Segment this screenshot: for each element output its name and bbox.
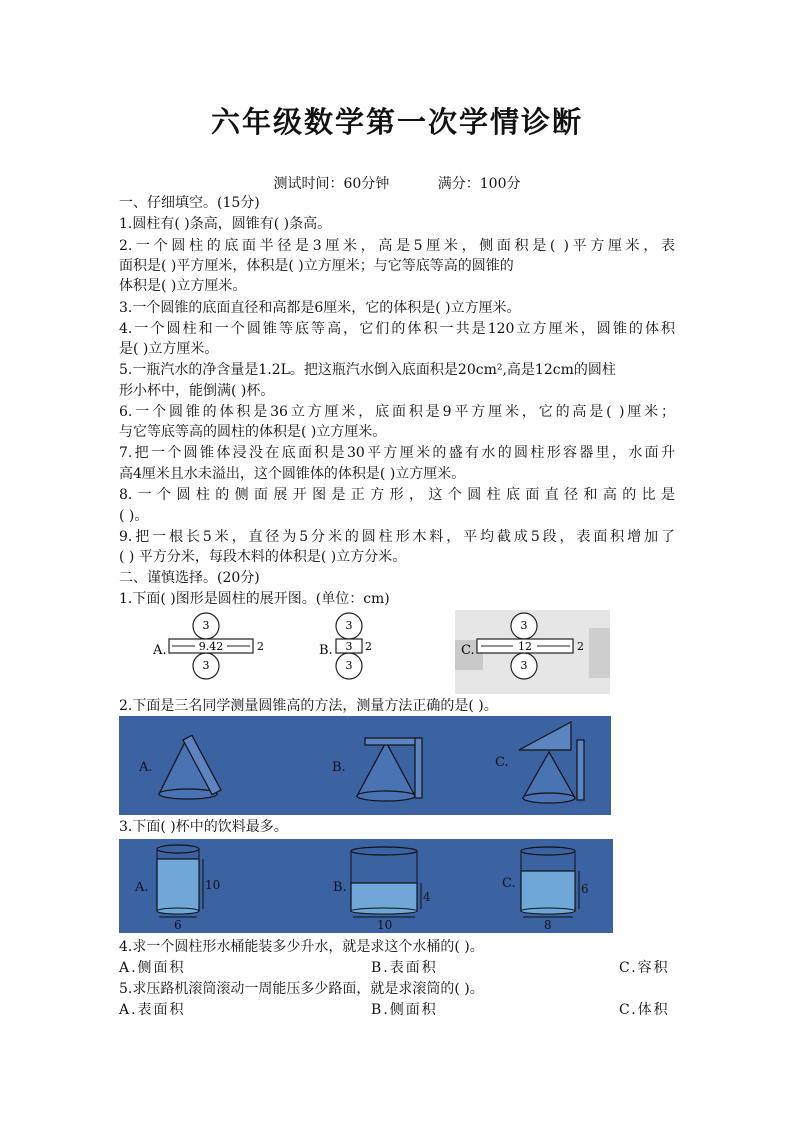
svg-text:4: 4 [423,890,431,904]
section2-heading: 二、谨慎选择。(20分) [119,570,260,586]
question-line: 5.一瓶汽水的净含量是1.2L。把这瓶汽水倒入底面积是20cm²,高是12cm的圆柱 [119,362,616,378]
net-option-b [319,613,372,679]
cone-measure-figure [119,716,611,815]
svg-text:3: 3 [345,619,353,632]
page-title: 六年级数学第一次学情诊断 [210,105,583,139]
question-line: ( )。 [119,508,149,524]
q5-option-a: A.表面积 [119,1002,186,1018]
question-line: 9.把一根长5米，直径为5分米的圆柱形木料，平均截成5段，表面积增加了 [119,529,675,545]
question-line: ( ) 平方分米，每段木料的体积是( )立方分米。 [119,549,407,565]
full-score: 满分：100分 [437,176,521,192]
net-option-c [455,610,610,694]
q4-option-c: C.容积 [619,960,670,976]
svg-text:6: 6 [174,918,182,932]
question-line: 3.一个圆锥的底面直径和高都是6厘米，它的体积是( )立方厘米。 [119,300,521,316]
svg-text:C.: C. [495,755,509,770]
svg-text:3: 3 [520,659,528,672]
question-line: 5.求压路机滚筒滚动一周能压多少路面，就是求滚筒的( )。 [119,981,484,997]
cups-figure [119,839,613,933]
question-line: 与它等底等高的圆柱的体积是( )立方厘米。 [119,424,387,440]
svg-text:C.: C. [461,643,475,658]
exam-meta [0,173,794,193]
svg-text:10: 10 [205,878,221,892]
svg-text:B.: B. [332,760,346,775]
question-line: 2.一个圆柱的底面半径是3厘米，高是5厘米，侧面积是( )平方厘米，表 [119,238,675,254]
svg-text:8: 8 [544,918,552,932]
cylinder-net-figures [119,610,619,694]
test-time: 测试时间：60分钟 [273,176,390,192]
section1-heading: 一、仔细填空。(15分) [119,195,260,211]
question-line: 是( )立方厘米。 [119,341,219,357]
net-option-a [152,613,264,679]
svg-text:6: 6 [581,882,589,896]
svg-text:2: 2 [257,640,264,653]
svg-text:C.: C. [502,876,516,891]
question-line: 4.一个圆柱和一个圆锥等底等高，它们的体积一共是120立方厘米，圆锥的体积 [119,321,675,337]
question-line: 6.一个圆锥的体积是36立方厘米，底面积是9平方厘米，它的高是( )厘米； [119,404,675,420]
question-line: 4.求一个圆柱形水桶能装多少升水，就是求这个水桶的( )。 [119,939,484,955]
question-line: 高4厘米且水未溢出，这个圆锥体的体积是( )立方厘米。 [119,466,466,482]
svg-text:3: 3 [202,659,210,672]
q5-option-c: C.体积 [619,1002,670,1018]
svg-text:3: 3 [202,619,210,632]
svg-text:B.: B. [319,643,333,658]
svg-text:12: 12 [518,640,532,653]
q4-option-b: B.表面积 [371,960,438,976]
svg-text:2: 2 [365,640,372,653]
q5-option-b: B.侧面积 [371,1002,438,1018]
q4-option-a: A.侧面积 [119,960,186,976]
svg-text:10: 10 [377,918,393,932]
svg-text:3: 3 [345,659,353,672]
svg-text:A.: A. [139,760,153,775]
svg-text:2: 2 [577,640,584,653]
svg-text:B.: B. [333,880,347,895]
question-line: 1.圆柱有( )条高，圆锥有( )条高。 [119,216,332,232]
question-line: 体积是( )立方厘米。 [119,278,247,294]
question-line: 3.下面( )杯中的饮料最多。 [119,819,288,835]
question-line: 7.把一个圆锥体浸没在底面积是30平方厘米的盛有水的圆柱形容器里，水面升 [119,445,675,461]
question-line: 1.下面( )图形是圆柱的展开图。(单位：cm) [119,591,390,607]
svg-text:A.: A. [153,643,167,658]
svg-text:3: 3 [520,619,528,632]
question-line: 2.下面是三名同学测量圆锥高的方法，测量方法正确的是( )。 [119,698,498,714]
question-line: 形小杯中，能倒满( )杯。 [119,383,275,399]
question-line: 面积是( )平方厘米，体积是( )立方厘米；与它等底等高的圆锥的 [119,258,514,274]
svg-text:9.42: 9.42 [198,640,224,653]
question-line: 8.一个圆柱的侧面展开图是正方形，这个圆柱底面直径和高的比是 [119,487,675,503]
svg-text:3: 3 [345,640,353,653]
svg-text:A.: A. [135,880,149,895]
